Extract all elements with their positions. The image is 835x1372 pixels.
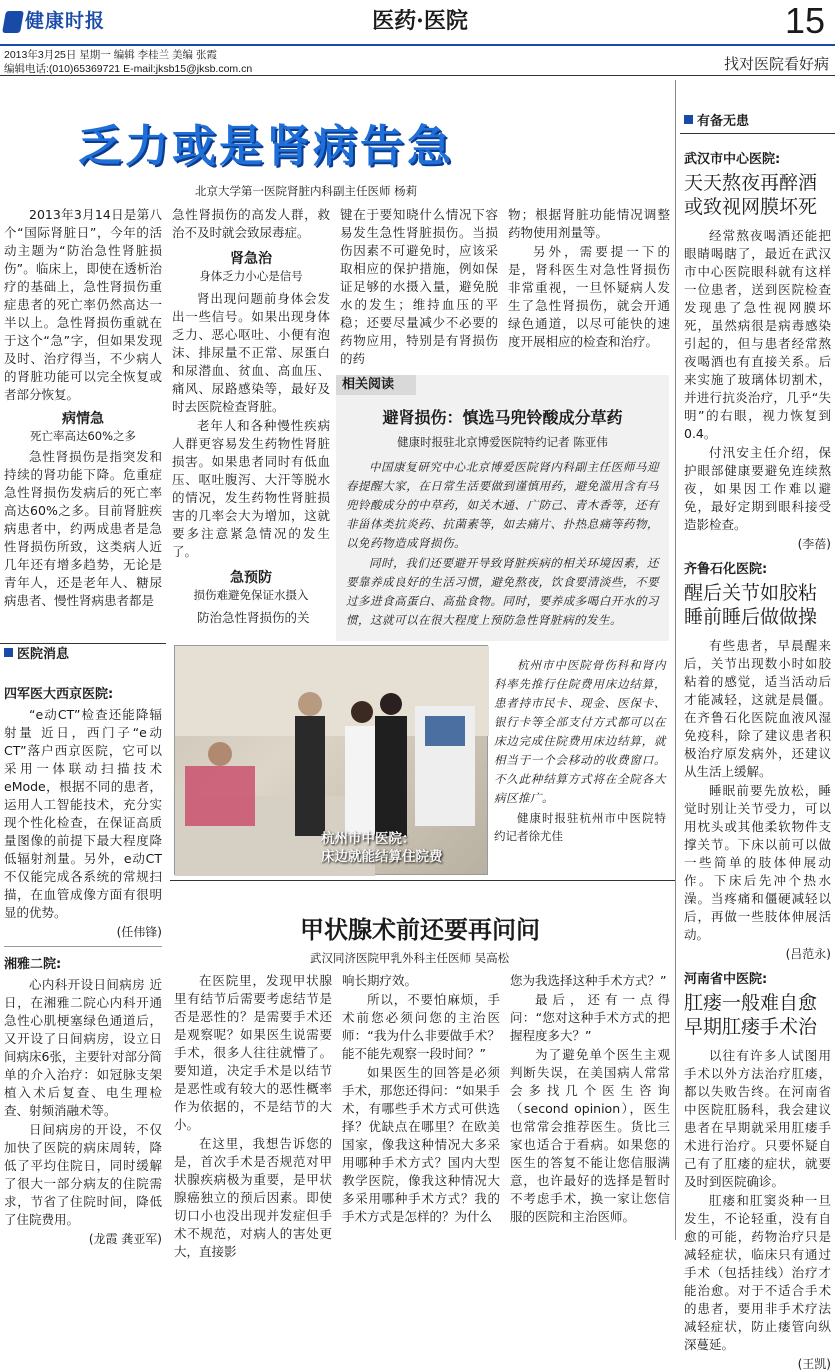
sidebar-hospital: 河南省中医院: [684, 972, 768, 987]
paragraph: “e动CT”检查还能降辐射量 近日，西门子“e动CT”落户西京医院，它可以采用一体联动扫描技术eMode，根据不同的患者，运用人工智能技术，充分实现个性化检查，在保证高质量图像的前提下最大程度降低辐射剂量。另外，e动CT不仅能完成各系统的常规扫描，在血管成像方面有很明显的优势。 [4, 707, 162, 920]
paragraph: 响长期疗效。 [342, 973, 418, 988]
sidebar-label: 有备无患 [697, 114, 750, 129]
masthead-rule [0, 44, 835, 46]
main-byline: 北京大学第一医院肾脏内科副主任医师 杨莉 [195, 184, 418, 198]
sidebar-divider [675, 80, 676, 1240]
main-column-2 [172, 206, 330, 628]
related-byline: 健康时报驻北京博爱医院特约记者 陈亚伟 [397, 435, 608, 449]
masthead-rule-2 [0, 75, 835, 76]
subhead: 肾急治 [230, 251, 272, 267]
related-label: 相关阅读 [336, 375, 416, 395]
logo-text: 健康时报 [25, 10, 106, 32]
paragraph: 经常熬夜喝酒还能把眼睛喝瞎了，最近在武汉市中心医院眼科就有这样一位患者，送到医院检查发现患了急性视网膜坏死，虽然病很是病毒感染引起的，但与患者经常熬夜喝酒也有直接关系。后来实施了玻璃体切割术，并进行抗炎治疗，几乎“失明”的右眼，视力恢复到0.4。 [684, 228, 831, 441]
square-bullet-icon [4, 648, 13, 657]
page-number: 15 [785, 0, 826, 41]
caption-sub: 床边就能结算住院费 [321, 849, 443, 865]
paragraph: 付汛安主任介绍，保护眼部健康要避免连续熬夜，如果因工作难以避免，最好定期到眼科接受造影检查。 [684, 445, 831, 532]
paragraph: 有些患者，早晨醒来后，关节出现数小时如胶粘着的感觉，适当活动后才能减轻，这就是晨僵。在齐鲁石化医院血液风湿免疫科，除了建议患者积极治疗原发病外，还建议从生活上缓解。 [684, 638, 831, 779]
photo-caption [321, 830, 443, 866]
signature: (吕范永) [785, 947, 831, 961]
news-column [4, 683, 162, 1247]
thyroid-column-3 [510, 972, 670, 1227]
related-title: 避肾损伤：慎选马兜铃酸成分草药 [382, 408, 623, 427]
main-column-4 [508, 206, 670, 352]
paragraph: 心内科开设日间病房 近日，在湘雅二院心内科开通急性心肌梗塞绿色通道后，又开设了日间病房，设立日间病床6张，主要针对部分简单的介入治疗：如冠脉支架植入术后复查、电生理检查、射频消融术等。 [4, 977, 162, 1118]
paragraph: 2013年3月14日是第八个“国际肾脏日”，今年的活动主题为“防治急性肾脏损伤”。临床上，即使在透析治疗的基础上，急性肾损伤重症患者的死亡率仍然高达一半以上。急性肾损伤重就在于这个“急”字，但如果发现及时、治疗得当，不少病人的肾脏功能可以完全恢复或者部分恢复。 [4, 207, 162, 402]
paragraph: 杭州市中医院骨伤科和肾内科率先推行住院费用床边结算，患者持市民卡、现金、医保卡、银行卡等全部支付方式都可以在床边完成住院费用床边结算，就相当于一个会移动的收费窗口。不久此种结算方式将在全院各大病区推广。 [494, 658, 666, 805]
paragraph: 在医院里，发现甲状腺里有结节后需要考虑结节是否是恶性的？是需要手术还是观察呢？如果医生说需要手术，很多人往往就懵了。要知道，决定手术是以结节是恶性或有较大的恶性概率作为依据的，不是结节的大小。 [174, 973, 332, 1132]
news-item-title: 四军医大西京医院: [4, 687, 114, 702]
sidebar-hospital: 武汉市中心医院: [684, 152, 781, 167]
paragraph: 防治急性肾损伤的关 [197, 610, 310, 625]
newspaper-logo [4, 6, 134, 36]
photo-text [494, 656, 666, 846]
sidebar-section-head [680, 110, 835, 134]
signature: (任伟锋) [116, 925, 162, 939]
paragraph: 键在于要知晓什么情况下容易发生急性肾脏损伤。当损伤因素不可避免时，应该采取相应的保护措施，例如保证足够的水摄入量，避免脱水的发生；维持血压的平稳；还要尽量减少不必要的药物应用，特别是有肾损伤的药 [340, 207, 498, 366]
subhead: 急预防 [230, 570, 272, 586]
news-photo [174, 645, 488, 875]
paragraph: 肾出现问题前身体会发出一些信号。如果出现身体乏力、恶心呕吐、小便有泡沫、排尿量不正常、尿蛋白和尿潜血、贫血、高血压、痛风、尿路感染等，最好及时去医院检查肾脏。 [172, 291, 330, 414]
section-title: 医药·医院 [372, 8, 468, 34]
paragraph: 睡眠前要先放松，睡觉时别让关节受力，可以用枕头或其他柔软物件支撑关节。下床以前可以做一些简单的肢体伸展动作。下床后先冲个热水澡。当疼痛和僵硬减轻以后，再做一些肢体伸展活动。 [684, 783, 831, 942]
meta-line-2: 编辑电话:(010)65369721 E-mail:jksb15@jksb.com.cn [4, 63, 253, 75]
thyroid-byline: 武汉同济医院甲乳外科主任医师 吴高松 [310, 951, 510, 965]
paragraph: 为了避免单个医生主观判断失误，在美国病人常常会多找几个医生咨询（second opinion），医生也常常会推荐医生。货比三家也适合于看病。如果您的医生的答复不能让您信服满意，也许最好的选择是暂时不考虑手术，换一家让您信服的医院和主治医师。 [510, 1047, 670, 1224]
subhead: 病情急 [62, 411, 104, 427]
divider [4, 946, 162, 947]
paragraph: 急性肾损伤是指突发和持续的肾功能下降。危重症急性肾损伤发病后的死亡率高达60%之多。目前肾脏疾病患者中，约两成患者是急性肾损伤所致，这类病人近几年还有增多趋势，无论是青年人，还是老年人、糖尿病患者、慢性肾病患者都是 [4, 449, 162, 608]
paragraph: 最后，还有一点得问：“您对这种手术方式的把握程度多大？” [510, 992, 670, 1043]
related-reading-box [336, 375, 669, 641]
paragraph: 物；根据肾脏功能情况调整药物使用剂量等。 [508, 207, 670, 240]
photo-credit: 健康时报驻杭州市中医院特约记者徐尤佳 [494, 811, 666, 843]
paragraph: 同时，我们还要避开导致肾脏疾病的相关环境因素，还要靠养成良好的生活习惯，避免熬夜，饮食要清淡些，不要过多进食高蛋白、高盐食物。同时，要养成多喝白开水的习惯，这就可以在很大程度上预防急性肾脏病的发生。 [346, 556, 659, 627]
logo-mark-icon [2, 11, 24, 33]
paragraph: 急性肾损伤的高发人群，救治不及时就会致尿毒症。 [172, 207, 330, 240]
paragraph: 您为我选择这种手术方式？” [510, 973, 667, 988]
meta-line-1: 2013年3月25日 星期一 编辑 李桂兰 美编 张霞 [4, 49, 217, 61]
slogan: 找对医院看好病 [723, 55, 829, 73]
paragraph: 以往有许多人试图用手术以外方法治疗肛瘘，都以失败告终。在河南省中医院肛肠科，我会建议患者在早期就采用肛瘘手术进行治疗。只要怀疑自己有了肛瘘的症状，就要及时到医院确诊。 [684, 1048, 831, 1189]
sidebar-title: 天天熬夜再醉酒或致视网膜坏死 [684, 172, 818, 218]
paragraph: 另外，需要提一下的是，肾科医生对急性肾损伤非常重视，一旦怀疑病人发生了急性肾损伤，就会开通绿色通道，以尽可能快的速度开展相应的检查和治疗。 [508, 244, 670, 349]
subhead-line: 死亡率高达60%之多 [29, 429, 137, 443]
sidebar-title: 醒后关节如胶粘睡前睡后做做操 [684, 582, 818, 628]
paragraph: 中国康复研究中心北京博爱医院肾内科副主任医师马迎春提醒大家，在日常生活要做到谨慎用药，避免滥用含有马兜铃酸成分的中草药，如关木通、广防己、青木香等，还有非甾体类抗炎药、抗菌素等，如去痛片、扑热息痛等药物，以免药物造成肾损伤。 [346, 460, 659, 550]
paragraph: 如果医生的回答是必须手术，那您还得问：“如果手术，有哪些手术方式可供选择？优缺点在哪里？在欧美国家，像我这种情况大多采用哪种手术方式？国内大型教学医院，像我这种情况大多采用哪种手术方式？我的手术方式是怎样的？为什么 [342, 1065, 500, 1224]
sidebar-title: 肛瘘一般难自愈早期肛瘘手术治 [684, 992, 818, 1038]
signature: (龙霞 龚亚军) [88, 1232, 162, 1246]
caption-title: 杭州市中医院： [321, 831, 416, 847]
main-column-3 [340, 206, 498, 369]
paragraph: 在这里，我想告诉您的是，首次手术是否规范对甲状腺疾病极为重要，是甲状腺癌独立的预后因素。即使切口小也没出现并发症但手术不规范，对病人的害处更大，直接影 [174, 1136, 332, 1259]
news-section-head [4, 643, 69, 662]
subhead-line: 身体乏力小心是信号 [199, 269, 303, 283]
sidebar-hospital: 齐鲁石化医院: [684, 562, 768, 577]
square-bullet-icon [684, 115, 693, 124]
main-headline: 乏力或是肾病告急 [78, 121, 454, 172]
paragraph: 日间病房的开设，不仅加快了医院的病床周转，降低了平均住院日，同时缓解了很大一部分病友的住院需求，节省了住院时间，降低了住院费用。 [4, 1122, 162, 1227]
thyroid-column-1 [174, 972, 332, 1262]
paragraph: 肛瘘和肛窦炎种一旦发生，不论轻重，没有自愈的可能，药物治疗只是减轻症状，临床只有通过手术（包括挂线）治疗才能治愈。对于不适合手术的患者，要用非手术疗法减轻症状，防止瘘管向纵深蔓延。 [684, 1193, 831, 1352]
news-item-title: 湘雅二院: [4, 957, 62, 972]
news-label: 医院消息 [17, 647, 70, 662]
signature: (李蓓) [797, 537, 831, 551]
paragraph: 所以，不要怕麻烦，手术前您必须问您的主治医师：“我为什么非要做手术？能不能先观察一段时间？” [342, 992, 500, 1061]
thyroid-rule [170, 880, 675, 881]
subhead-line: 损伤难避免保证水摄入 [193, 588, 309, 602]
sidebar [680, 110, 835, 1372]
main-column-1 [4, 206, 162, 611]
thyroid-column-2 [342, 972, 500, 1227]
paragraph: 老年人和各种慢性疾病人群更容易发生药物性肾脏损害。如果患者同时有低血压、呕吐腹泻、大汗等脱水的情况，发生药物性肾脏损害的几率会大为增加，这就要多注意紧急情况的发生了。 [172, 418, 330, 559]
signature: (王凯) [797, 1357, 831, 1371]
thyroid-headline: 甲状腺术前还要再问问 [300, 915, 540, 944]
